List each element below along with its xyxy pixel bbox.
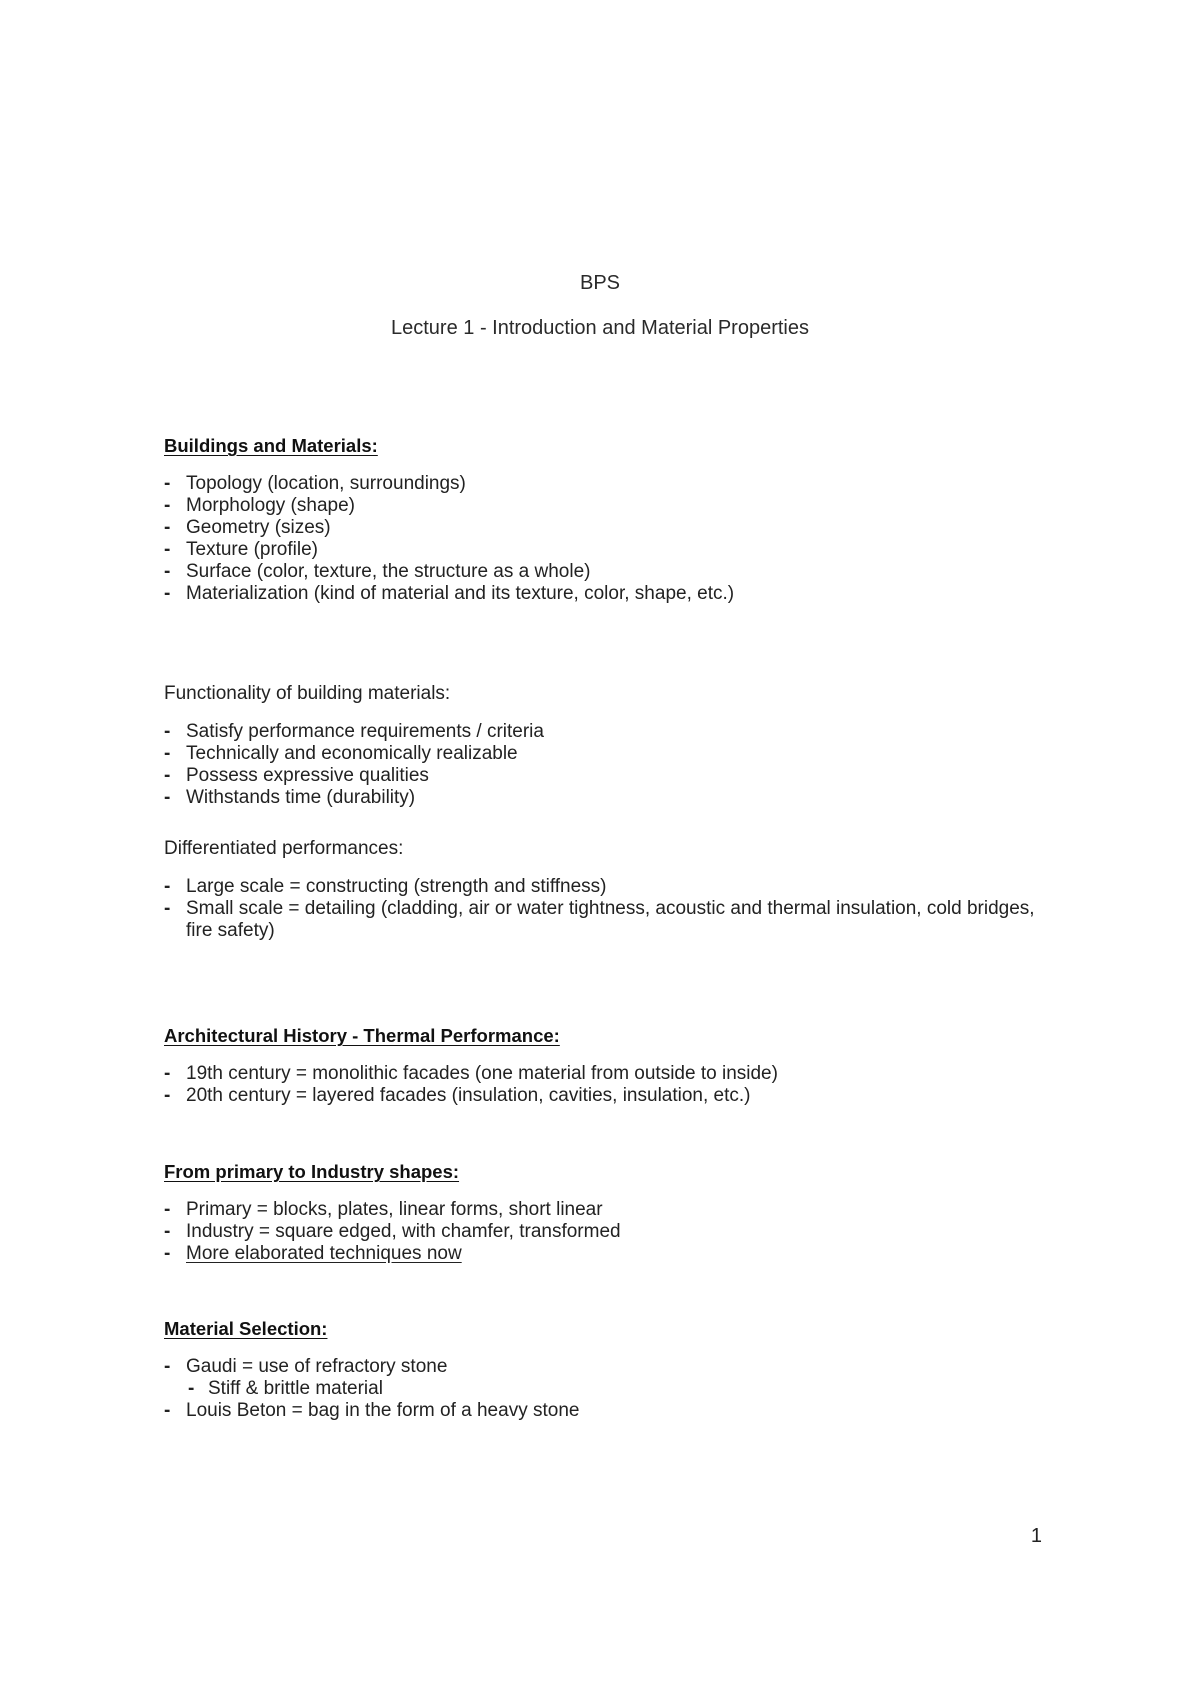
list-item: - Technically and economically realizable xyxy=(164,743,1064,765)
bullet-list xyxy=(164,473,1064,605)
list-item: - Texture (profile) xyxy=(164,539,1064,561)
section-heading: Material Selection: xyxy=(164,1318,328,1339)
list-item: - Satisfy performance requirements / criteria xyxy=(164,721,1064,743)
section-heading: Architectural History - Thermal Performance: xyxy=(164,1025,560,1046)
section-buildings-and-materials xyxy=(164,435,1064,605)
section-heading: Functionality of building materials: xyxy=(164,683,451,704)
list-item: - Withstands time (durability) xyxy=(164,787,1064,809)
sub-bullet-list xyxy=(188,1378,1064,1400)
section-material-selection xyxy=(164,1318,1064,1422)
section-primary-to-industry-shapes xyxy=(164,1161,1064,1265)
list-item xyxy=(164,1356,1064,1400)
section-functionality xyxy=(164,683,1064,809)
list-item: - Small scale = detailing (cladding, air or water tightness, acoustic and thermal insulation, cold bridges, fire safety) xyxy=(164,898,1064,942)
list-item: - Large scale = constructing (strength and stiffness) xyxy=(164,876,1064,898)
document-title: BPS xyxy=(579,272,621,294)
bullet-list xyxy=(164,1356,1064,1422)
list-item: - Materialization (kind of material and its texture, color, shape, etc.) xyxy=(164,583,1064,605)
bullet-list xyxy=(164,876,1064,942)
bullet-list xyxy=(164,1199,1064,1265)
bullet-list xyxy=(164,721,1064,809)
list-item: - 20th century = layered facades (insulation, cavities, insulation, etc.) xyxy=(164,1085,1064,1107)
list-item: - Louis Beton = bag in the form of a heavy stone xyxy=(164,1400,1064,1422)
section-architectural-history xyxy=(164,1025,1064,1107)
page-number: 1 xyxy=(1030,1525,1042,1547)
lecture-title: Lecture 1 - Introduction and Material Properties xyxy=(391,317,809,339)
bullet-list xyxy=(164,1063,1064,1107)
sub-list-item: - Stiff & brittle material xyxy=(188,1378,1064,1400)
list-item: - Topology (location, surroundings) xyxy=(164,473,1064,495)
list-item: - More elaborated techniques now xyxy=(164,1243,1064,1265)
list-item: - Industry = square edged, with chamfer, transformed xyxy=(164,1221,1064,1243)
list-item-text: Gaudi = use of refractory stone xyxy=(186,1356,448,1377)
list-item: - Morphology (shape) xyxy=(164,495,1064,517)
section-differentiated-performances xyxy=(164,838,1064,942)
section-heading: Buildings and Materials: xyxy=(164,435,378,456)
section-heading: Differentiated performances: xyxy=(164,838,404,859)
list-item: - Geometry (sizes) xyxy=(164,517,1064,539)
section-heading: From primary to Industry shapes: xyxy=(164,1161,460,1182)
list-item: - Possess expressive qualities xyxy=(164,765,1064,787)
list-item: - 19th century = monolithic facades (one material from outside to inside) xyxy=(164,1063,1064,1085)
list-item: - Primary = blocks, plates, linear forms, short linear xyxy=(164,1199,1064,1221)
list-item: - Surface (color, texture, the structure as a whole) xyxy=(164,561,1064,583)
